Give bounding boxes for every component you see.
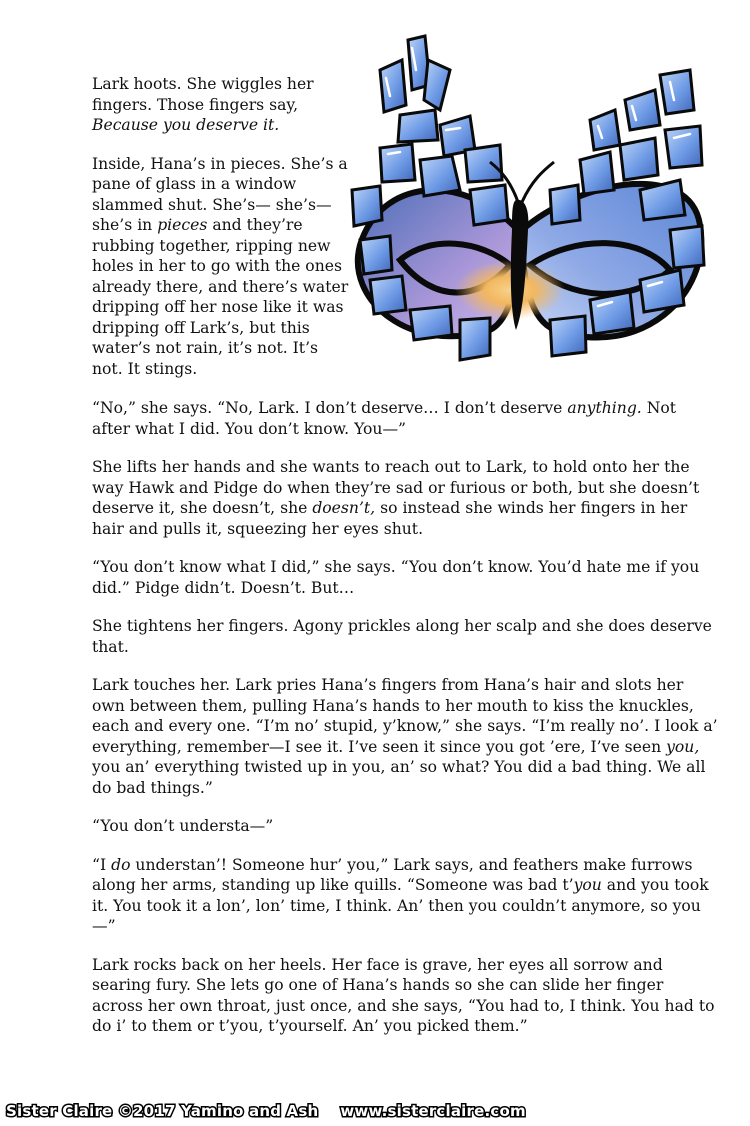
- paragraph-1: Lark hoots. She wiggles her fingers. Those fingers say, Because you deserve it.: [92, 75, 314, 134]
- paragraph-4: She lifts her hands and she wants to reach out to Lark, to hold onto her the way Hawk and Pidge do when they’re sad or furious or both, but she doesn’t deserve it, she doesn’t, she doesn’t, so instead she winds her fingers in her hair and pulls it, squeezing her eyes shut.: [92, 458, 700, 538]
- paragraph-7: Lark touches her. Lark pries Hana’s fingers from Hana’s hair and slots her own between them, pulling Hana’s hands to her mouth to kiss the knuckles, each and every one. “I’m no’ stupid, y’know,” she says. “I’m really no’. I look a’ everything, remember—I see it. I’ve seen it since you got ’ere, I’ve seen you, you an’ everything twisted up in you, an’ so what? You did a bad thing. We all do bad things.”: [92, 676, 718, 797]
- paragraph-10: Lark rocks back on her heels. Her face is grave, her eyes all sorrow and searing fury. She lets go one of Hana’s hands so she can slide her finger across her own throat, just once, and she says, “You had to, I think. You had to do i’ to them or t’you, t’yourself. An’ you picked them.”: [92, 955, 715, 1035]
- copyright-credit: Sister Claire ©2017 Yamino and Ash: [6, 1102, 319, 1120]
- credit-footer: [6, 1102, 548, 1126]
- site-url: www.sisterclaire.com: [340, 1102, 526, 1120]
- paragraph-3: “No,” she says. “No, Lark. I don’t deserve… I don’t deserve anything. Not after what I did. You don’t know. You—”: [92, 399, 677, 438]
- paragraph-8: “You don’t understa—”: [92, 817, 274, 835]
- paragraph-9: “I do understan’! Someone hur’ you,” Lark says, and feathers make furrows along her arms, standing up like quills. “Someone was bad t’you and you took it. You took it a lon’, lon’ time, I think. An’ then you couldn’t anymore, so you—”: [92, 855, 709, 935]
- shattered-glass-butterfly-illustration: [340, 30, 720, 390]
- paragraph-5: “You don’t know what I did,” she says. “You don’t know. You’d hate me if you did.” Pidge didn’t. Doesn’t. But…: [92, 558, 700, 597]
- paragraph-6: She tightens her fingers. Agony prickles along her scalp and she does deserve that.: [92, 617, 712, 656]
- intro-text: [92, 74, 350, 397]
- paragraph-2: Inside, Hana’s in pieces. She’s a pane of glass in a window slammed shut. She’s— she’s— she’s in pieces and they’re rubbing together, ripping new holes in her to go with the ones already there, and there’s water dripping off her nose like it was dripping off Lark’s, but this water’s not rain, it’s not. It’s not. It stings.: [92, 154, 349, 378]
- body-text: [92, 398, 718, 1055]
